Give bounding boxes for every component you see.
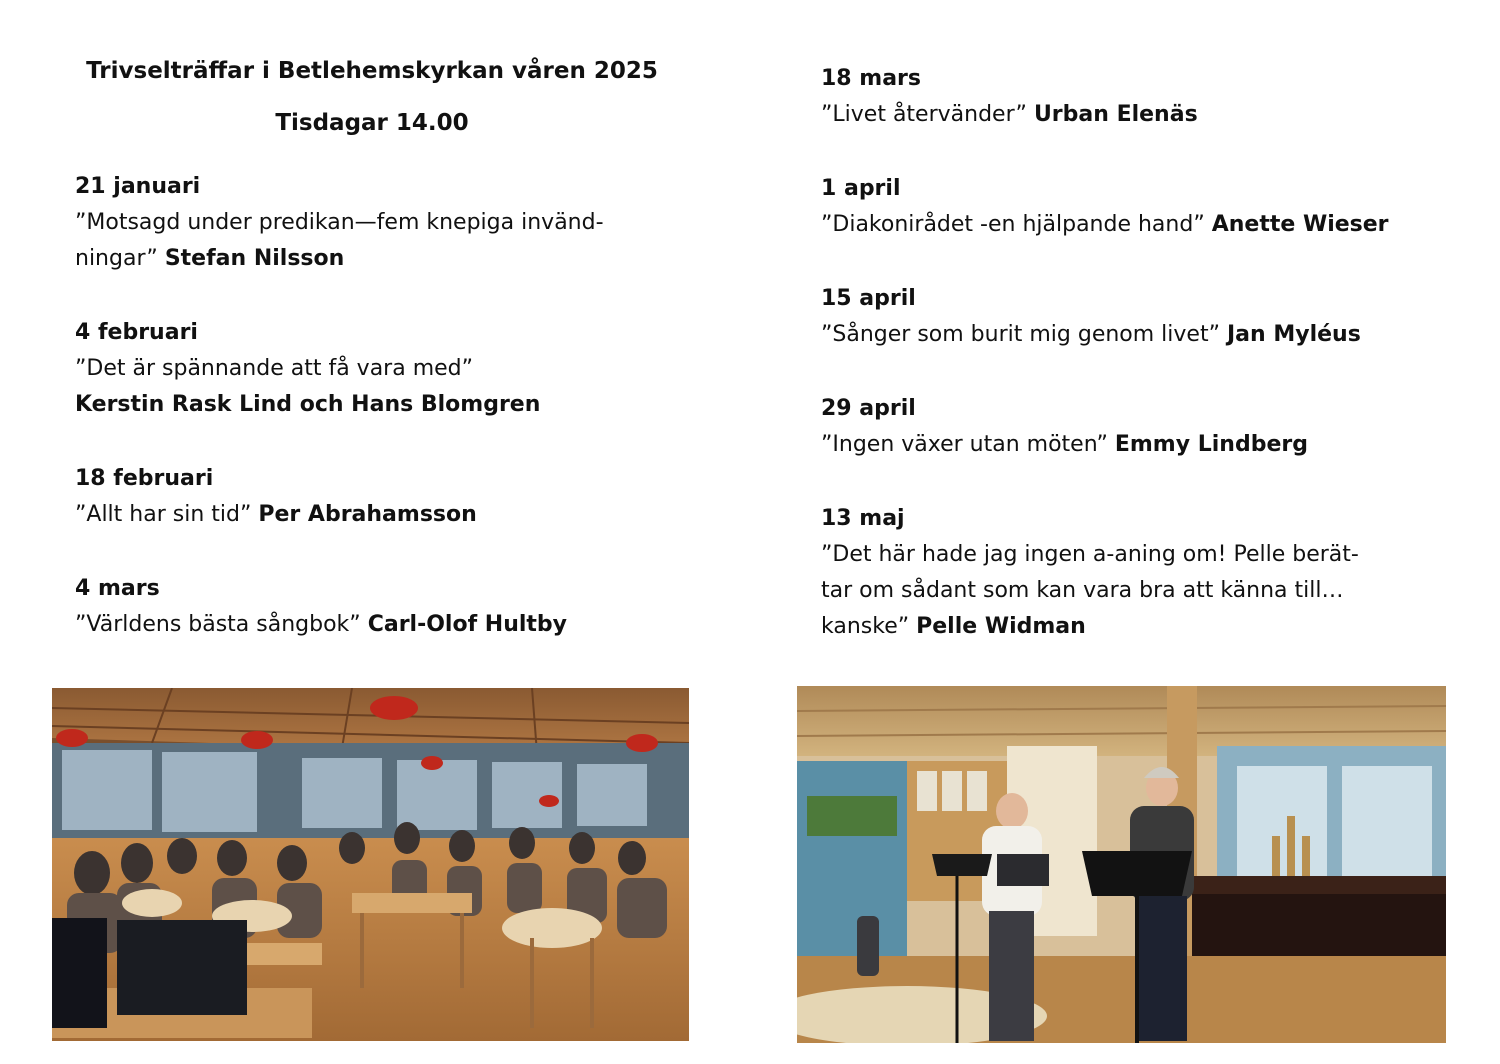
event-speaker: Carl-Olof Hultby [367,612,568,637]
event-date: 18 mars [821,66,921,91]
event-title: ”Världens bästa sångbok” [75,612,368,637]
event-speaker: Per Abrahamsson [258,502,477,527]
event-date: 4 februari [75,320,198,345]
event-title: ”Det här hade jag ingen a-aning om! Pelle berät- tar om sådant som kan vara bra att känna till… kanske” [821,542,1359,639]
schedule-right-column [821,60,1451,645]
page-subtitle: Tisdagar 14.00 [275,110,469,136]
event-date: 4 mars [75,576,160,601]
event-speaker: Pelle Widman [916,614,1086,639]
event-speaker: Jan Myléus [1226,322,1361,347]
event-title: ”Sånger som burit mig genom livet” [821,322,1227,347]
event-title: ”Diakonirådet -en hjälpande hand” [821,212,1212,237]
event-item [75,460,685,570]
event-date: 29 april [821,396,916,421]
event-item [821,500,1451,645]
speakers-photo-illustration [797,686,1446,1043]
event-item [821,170,1451,280]
event-item [821,60,1451,170]
event-title: ”Livet återvänder” [821,102,1034,127]
event-title: ”Motsagd under predikan—fem knepiga invänd- ningar” [75,210,604,271]
page-title: Trivselträffar i Betlehemskyrkan våren 2025 [86,58,658,84]
event-speaker: Kerstin Rask Lind och Hans Blomgren [75,392,541,417]
audience-photo [52,688,689,1041]
event-date: 15 april [821,286,916,311]
event-date: 13 maj [821,506,905,531]
event-speaker: Anette Wieser [1211,212,1389,237]
event-date: 1 april [821,176,901,201]
event-item [75,168,685,314]
audience-photo-illustration [52,688,689,1041]
schedule-left-column [75,168,685,716]
event-speaker: Stefan Nilsson [164,246,345,271]
event-speaker: Urban Elenäs [1033,102,1198,127]
event-title: ”Det är spännande att få vara med” [75,356,474,381]
event-speaker: Emmy Lindberg [1114,432,1308,457]
event-item [75,314,685,460]
event-title: ”Ingen växer utan möten” [821,432,1115,457]
speakers-photo [797,686,1446,1043]
event-item [821,390,1451,500]
event-title: ”Allt har sin tid” [75,502,259,527]
event-item [821,280,1451,390]
event-date: 18 februari [75,466,214,491]
event-date: 21 januari [75,174,201,199]
